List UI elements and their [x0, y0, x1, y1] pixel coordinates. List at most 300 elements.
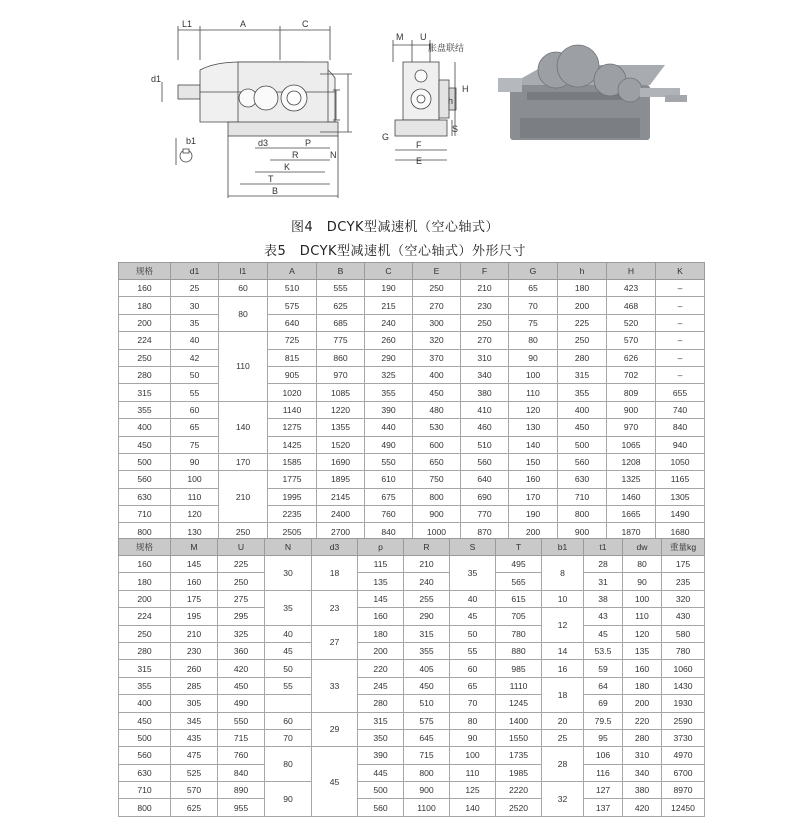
side-view-drawing: [162, 26, 352, 198]
table-row: [119, 297, 705, 314]
table-cell: 280: [119, 642, 171, 659]
table-cell: 570: [607, 332, 656, 349]
table-cell: 230: [461, 297, 509, 314]
table-cell: 50: [171, 366, 219, 383]
table-cell: 450: [558, 419, 607, 436]
table-cell: 1775: [268, 471, 317, 488]
table-cell: 400: [119, 419, 171, 436]
table-cell: 190: [509, 506, 558, 523]
table-cell: 60: [171, 401, 219, 418]
table-cell: 140: [509, 436, 558, 453]
column-header: T: [496, 539, 542, 556]
table-cell: 315: [558, 366, 607, 383]
table-cell: 600: [413, 436, 461, 453]
column-header: A: [268, 263, 317, 280]
table-cell: 530: [413, 419, 461, 436]
table-cell: 110: [623, 608, 662, 625]
table-row: [119, 280, 705, 297]
table-cell: 300: [413, 314, 461, 331]
table-cell: 280: [623, 729, 662, 746]
table-cell: 45: [265, 642, 312, 659]
table-cell: 490: [365, 436, 413, 453]
table-row: [119, 608, 705, 625]
table-cell: 410: [461, 401, 509, 418]
table-cell: 1585: [268, 453, 317, 470]
column-header: t1: [584, 539, 623, 556]
table-row: [119, 747, 705, 764]
table-cell: 550: [365, 453, 413, 470]
table-cell: 100: [623, 590, 662, 607]
label-d3: d3: [258, 138, 269, 148]
label-T: T: [268, 174, 274, 184]
table-cell: 130: [171, 523, 219, 540]
table-cell: 1690: [317, 453, 365, 470]
table-cell: 30: [171, 297, 219, 314]
table-cell: 1680: [656, 523, 705, 540]
table-cell: 75: [509, 314, 558, 331]
table-row: [119, 453, 705, 470]
table-cell: 220: [358, 660, 404, 677]
column-header: b1: [542, 539, 584, 556]
table-cell: 38: [584, 590, 623, 607]
table-cell: 2235: [268, 506, 317, 523]
column-header: R: [404, 539, 450, 556]
table-cell: 180: [119, 297, 171, 314]
table-cell: 780: [662, 642, 705, 659]
table-cell: 115: [358, 556, 404, 573]
table-cell: 315: [404, 625, 450, 642]
table-cell: 550: [218, 712, 265, 729]
table-cell: 55: [450, 642, 496, 659]
table-cell: 655: [656, 384, 705, 401]
column-header: H: [607, 263, 656, 280]
table-cell: 180: [119, 573, 171, 590]
table-cell: 2145: [317, 488, 365, 505]
table-cell: 200: [509, 523, 558, 540]
table-cell: 1065: [607, 436, 656, 453]
table-cell: 860: [317, 349, 365, 366]
table-cell: 625: [171, 799, 218, 816]
table-cell: 110: [509, 384, 558, 401]
table-cell: 440: [365, 419, 413, 436]
table-cell: 110: [450, 764, 496, 781]
table-cell: 125: [450, 782, 496, 799]
table-cell: 230: [171, 642, 218, 659]
table-cell: 224: [119, 332, 171, 349]
table-cell: 160: [119, 556, 171, 573]
table-cell: 2700: [317, 523, 365, 540]
table-cell: 80: [265, 747, 312, 782]
table-cell: 809: [607, 384, 656, 401]
table-cell: 80: [509, 332, 558, 349]
table-cell: 145: [171, 556, 218, 573]
table-cell: 555: [317, 280, 365, 297]
table-cell: 195: [171, 608, 218, 625]
table-cell: 225: [558, 314, 607, 331]
table-cell: 140: [219, 401, 268, 453]
table-cell: 270: [461, 332, 509, 349]
table-cell: 325: [365, 366, 413, 383]
table-cell: 468: [607, 297, 656, 314]
label-h: h: [448, 96, 454, 106]
table-cell: –: [656, 332, 705, 349]
table-cell: 355: [119, 401, 171, 418]
table-cell: 905: [268, 366, 317, 383]
table-row: [119, 419, 705, 436]
table-cell: 420: [623, 799, 662, 816]
table-cell: 390: [358, 747, 404, 764]
table-cell: 310: [461, 349, 509, 366]
table-cell: 750: [413, 471, 461, 488]
table-cell: 510: [404, 695, 450, 712]
table-cell: 2520: [496, 799, 542, 816]
table-cell: 315: [358, 712, 404, 729]
table-cell: 445: [358, 764, 404, 781]
table-cell: 340: [623, 764, 662, 781]
table-cell: 160: [509, 471, 558, 488]
table-cell: 175: [662, 556, 705, 573]
table-cell: 280: [119, 366, 171, 383]
table-cell: 640: [268, 314, 317, 331]
table-cell: 100: [450, 747, 496, 764]
table-cell: 1460: [607, 488, 656, 505]
table-cell: 95: [584, 729, 623, 746]
table-row: [119, 349, 705, 366]
table-cell: 715: [404, 747, 450, 764]
column-header: 规格: [119, 539, 171, 556]
table-cell: 80: [219, 297, 268, 332]
table-row: [119, 573, 705, 590]
table-cell: 460: [461, 419, 509, 436]
label-P: P: [305, 138, 312, 148]
table-cell: 59: [584, 660, 623, 677]
table-cell: 250: [218, 573, 265, 590]
table-cell: 435: [171, 729, 218, 746]
table-row: [119, 401, 705, 418]
table-cell: 615: [496, 590, 542, 607]
table-row: [119, 332, 705, 349]
table-cell: 702: [607, 366, 656, 383]
table-cell: 500: [119, 729, 171, 746]
table-cell: 250: [119, 349, 171, 366]
label-K: K: [284, 162, 291, 172]
table-cell: 355: [119, 677, 171, 694]
column-header: F: [461, 263, 509, 280]
table-cell: –: [656, 280, 705, 297]
table-cell: 60: [219, 280, 268, 297]
column-header: U: [218, 539, 265, 556]
table-cell: 560: [119, 747, 171, 764]
table-cell: 450: [413, 384, 461, 401]
table-cell: 560: [558, 453, 607, 470]
table-cell: 800: [119, 799, 171, 816]
column-header: h: [558, 263, 607, 280]
table-cell: 200: [358, 642, 404, 659]
table-cell: 255: [404, 590, 450, 607]
table-row: [119, 366, 705, 383]
table-cell: 560: [461, 453, 509, 470]
table-cell: 315: [119, 384, 171, 401]
table-cell: 450: [218, 677, 265, 694]
table-cell: 40: [265, 625, 312, 642]
table-cell: 405: [404, 660, 450, 677]
table-cell: 305: [171, 695, 218, 712]
table-cell: 775: [317, 332, 365, 349]
table-cell: 40: [450, 590, 496, 607]
table-cell: 310: [623, 747, 662, 764]
table-cell: 35: [450, 556, 496, 591]
table-cell: 210: [219, 471, 268, 523]
table-cell: 170: [509, 488, 558, 505]
table-cell: 90: [509, 349, 558, 366]
table-cell: 137: [584, 799, 623, 816]
table-cell: 80: [623, 556, 662, 573]
table-cell: 685: [317, 314, 365, 331]
table-cell: 90: [450, 729, 496, 746]
table-cell: 580: [662, 625, 705, 642]
table-cell: 27: [312, 625, 358, 660]
table-cell: 28: [584, 556, 623, 573]
table-header-row: [119, 263, 705, 280]
table-cell: 500: [358, 782, 404, 799]
table-cell: 55: [171, 384, 219, 401]
label-B: B: [272, 186, 279, 196]
table-cell: 900: [413, 506, 461, 523]
table-cell: 110: [219, 332, 268, 402]
table-cell: 760: [218, 747, 265, 764]
table-cell: 31: [584, 573, 623, 590]
table-cell: 1870: [607, 523, 656, 540]
table-cell: 1520: [317, 436, 365, 453]
table-cell: 29: [312, 712, 358, 747]
table-cell: 140: [450, 799, 496, 816]
table-cell: 180: [558, 280, 607, 297]
table-cell: 100: [171, 471, 219, 488]
table-cell: 770: [461, 506, 509, 523]
table-cell: 970: [607, 419, 656, 436]
table-cell: 940: [656, 436, 705, 453]
column-header: 规格: [119, 263, 171, 280]
table-cell: 650: [413, 453, 461, 470]
figure-caption: 图4 DCYK型减速机（空心轴式）: [290, 220, 500, 235]
table-row: [119, 506, 705, 523]
label-U: U: [420, 32, 427, 42]
table-cell: 640: [461, 471, 509, 488]
table-cell: 1110: [496, 677, 542, 694]
table-cell: 626: [607, 349, 656, 366]
table-cell: 320: [662, 590, 705, 607]
table-cell: 325: [218, 625, 265, 642]
dimension-table-2: [118, 538, 705, 817]
table-cell: 215: [365, 297, 413, 314]
table-cell: 450: [119, 436, 171, 453]
table-cell: 160: [623, 660, 662, 677]
table-cell: 890: [218, 782, 265, 799]
table-cell: 250: [219, 523, 268, 540]
table-cell: 16: [542, 660, 584, 677]
table-row: [119, 782, 705, 799]
column-header: G: [509, 263, 558, 280]
table-cell: 1400: [496, 712, 542, 729]
table-cell: 220: [623, 712, 662, 729]
table-cell: 28: [542, 747, 584, 782]
table-cell: 120: [623, 625, 662, 642]
table-cell: 340: [461, 366, 509, 383]
table-cell: 14: [542, 642, 584, 659]
table-cell: 106: [584, 747, 623, 764]
table-row: [119, 488, 705, 505]
table-cell: 840: [365, 523, 413, 540]
table-cell: 175: [171, 590, 218, 607]
table-cell: 6700: [662, 764, 705, 781]
table-cell: 32: [542, 782, 584, 817]
label-d1: d1: [151, 74, 162, 84]
table-cell: 70: [450, 695, 496, 712]
table-cell: 800: [404, 764, 450, 781]
table-cell: 630: [119, 488, 171, 505]
table-row: [119, 314, 705, 331]
table-cell: 400: [119, 695, 171, 712]
table-row: [119, 695, 705, 712]
dimension-table-1: [118, 262, 705, 541]
table-cell: 1220: [317, 401, 365, 418]
label-E: E: [416, 156, 423, 166]
table-row: [119, 712, 705, 729]
table-cell: 25: [171, 280, 219, 297]
table-cell: 1735: [496, 747, 542, 764]
table-cell: 250: [119, 625, 171, 642]
table-cell: 390: [365, 401, 413, 418]
label-H: H: [462, 84, 469, 94]
label-C: C: [302, 19, 309, 29]
label-L1: L1: [182, 19, 193, 29]
table-cell: 180: [358, 625, 404, 642]
table-cell: 280: [358, 695, 404, 712]
table-cell: 80: [450, 712, 496, 729]
table-cell: –: [656, 366, 705, 383]
table-cell: 240: [404, 573, 450, 590]
table-cell: 570: [171, 782, 218, 799]
table-cell: 630: [558, 471, 607, 488]
table-cell: 500: [119, 453, 171, 470]
table-cell: 690: [461, 488, 509, 505]
reducer-photo: [498, 45, 687, 140]
table-cell: 285: [171, 677, 218, 694]
table-cell: 355: [365, 384, 413, 401]
table-cell: 1895: [317, 471, 365, 488]
table-cell: 360: [218, 642, 265, 659]
table-cell: 200: [623, 695, 662, 712]
column-header: S: [450, 539, 496, 556]
column-header: N: [265, 539, 312, 556]
table-cell: 1000: [413, 523, 461, 540]
table-cell: 23: [312, 590, 358, 625]
table-cell: –: [656, 314, 705, 331]
table-cell: 725: [268, 332, 317, 349]
table-cell: 35: [265, 590, 312, 625]
table-row: [119, 660, 705, 677]
table-cell: 3730: [662, 729, 705, 746]
table-cell: 20: [542, 712, 584, 729]
table-cell: 40: [171, 332, 219, 349]
table-cell: 760: [365, 506, 413, 523]
table-cell: 250: [558, 332, 607, 349]
table-cell: 560: [119, 471, 171, 488]
table-cell: 45: [584, 625, 623, 642]
table-cell: 79.5: [584, 712, 623, 729]
table-cell: 350: [358, 729, 404, 746]
column-header: 重量kg: [662, 539, 705, 556]
table-row: [119, 625, 705, 642]
table-cell: 400: [558, 401, 607, 418]
table-cell: 145: [358, 590, 404, 607]
table-cell: 610: [365, 471, 413, 488]
table-cell: 705: [496, 608, 542, 625]
table-cell: 510: [461, 436, 509, 453]
table-cell: 200: [558, 297, 607, 314]
table-cell: 45: [450, 608, 496, 625]
table-cell: 2505: [268, 523, 317, 540]
table-cell: 69: [584, 695, 623, 712]
table-cell: 53.5: [584, 642, 623, 659]
table-cell: 245: [358, 677, 404, 694]
table-cell: 30: [265, 556, 312, 591]
table-cell: 2220: [496, 782, 542, 799]
table-cell: 560: [358, 799, 404, 816]
table-cell: 127: [584, 782, 623, 799]
table-cell: 120: [171, 506, 219, 523]
table-cell: 270: [413, 297, 461, 314]
table-cell: 900: [404, 782, 450, 799]
table-cell: 64: [584, 677, 623, 694]
table-row: [119, 799, 705, 816]
table-cell: 900: [607, 401, 656, 418]
table-cell: 25: [542, 729, 584, 746]
table-cell: 840: [656, 419, 705, 436]
table-cell: 1550: [496, 729, 542, 746]
table-cell: 675: [365, 488, 413, 505]
column-header: M: [171, 539, 218, 556]
table-cell: 275: [218, 590, 265, 607]
table-cell: 955: [218, 799, 265, 816]
table-cell: 120: [509, 401, 558, 418]
table-cell: 800: [558, 506, 607, 523]
table-cell: 43: [584, 608, 623, 625]
table-cell: 380: [461, 384, 509, 401]
table-title: 表5 DCYK型减速机（空心轴式）外形尺寸: [263, 244, 527, 259]
label-F: F: [416, 140, 422, 150]
table-cell: 1165: [656, 471, 705, 488]
table-cell: [265, 695, 312, 712]
technical-drawings: [0, 0, 790, 215]
table-cell: –: [656, 349, 705, 366]
table-cell: 320: [413, 332, 461, 349]
table-cell: 800: [413, 488, 461, 505]
table-cell: –: [656, 297, 705, 314]
table-row: [119, 590, 705, 607]
table-cell: 65: [171, 419, 219, 436]
label-b1: b1: [186, 136, 197, 146]
table-row: [119, 384, 705, 401]
label-N: N: [330, 150, 337, 160]
table-cell: 190: [365, 280, 413, 297]
table-cell: 423: [607, 280, 656, 297]
table-cell: 525: [171, 764, 218, 781]
table-cell: 35: [171, 314, 219, 331]
table-cell: 135: [358, 573, 404, 590]
table-cell: 290: [365, 349, 413, 366]
table-cell: 1140: [268, 401, 317, 418]
